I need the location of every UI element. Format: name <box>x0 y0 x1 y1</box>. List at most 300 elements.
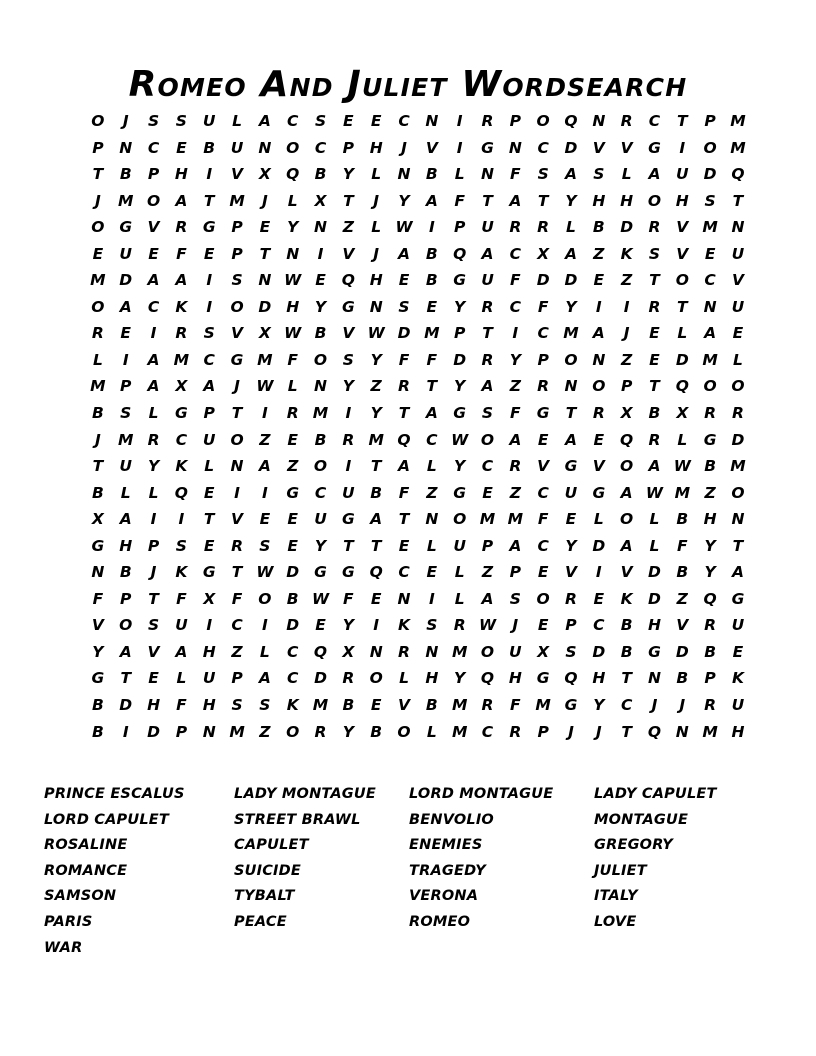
grid-cell[interactable]: I <box>679 138 686 157</box>
grid-cell[interactable]: B <box>648 404 661 423</box>
grid-cell[interactable]: U <box>202 430 216 449</box>
grid-cell[interactable]: R <box>453 616 466 635</box>
grid-cell[interactable]: N <box>119 138 133 157</box>
grid-cell[interactable]: P <box>537 722 549 741</box>
grid-cell[interactable]: G <box>202 563 216 582</box>
grid-cell[interactable]: M <box>535 696 551 715</box>
grid-cell[interactable]: K <box>398 616 411 635</box>
grid-cell[interactable]: J <box>373 191 380 210</box>
grid-cell[interactable]: B <box>342 696 355 715</box>
grid-cell[interactable]: O <box>703 138 717 157</box>
grid-cell[interactable]: I <box>261 404 268 423</box>
grid-cell[interactable]: V <box>147 642 160 661</box>
grid-cell[interactable]: A <box>509 430 522 449</box>
grid-cell[interactable]: P <box>92 138 104 157</box>
grid-cell[interactable]: I <box>595 563 602 582</box>
grid-cell[interactable]: E <box>482 483 493 502</box>
grid-cell[interactable]: N <box>703 297 717 316</box>
grid-cell[interactable]: Z <box>509 483 521 502</box>
grid-cell[interactable]: C <box>287 112 299 130</box>
grid-cell[interactable]: M <box>312 404 329 423</box>
grid-cell[interactable]: I <box>206 616 213 635</box>
grid-cell[interactable]: G <box>230 350 244 369</box>
grid-cell[interactable]: C <box>648 112 661 130</box>
grid-cell[interactable]: E <box>287 536 298 555</box>
grid-cell[interactable]: P <box>453 218 466 237</box>
grid-cell[interactable]: P <box>175 722 188 741</box>
grid-cell[interactable]: M <box>424 324 440 343</box>
grid-cell[interactable]: I <box>317 244 324 263</box>
grid-cell[interactable]: G <box>536 669 550 688</box>
grid-cell[interactable]: V <box>425 138 438 157</box>
grid-cell[interactable]: Q <box>620 430 634 449</box>
grid-cell[interactable]: C <box>231 616 243 635</box>
grid-cell[interactable]: F <box>176 244 187 263</box>
word-list-item[interactable]: LORD CAPULET <box>44 811 169 828</box>
grid-cell[interactable]: Z <box>509 377 521 396</box>
grid-cell[interactable]: I <box>122 722 129 741</box>
grid-cell[interactable]: U <box>202 112 216 130</box>
grid-cell[interactable]: C <box>593 616 605 635</box>
grid-cell[interactable]: H <box>592 191 606 210</box>
grid-cell[interactable]: L <box>426 722 437 741</box>
grid-cell[interactable]: B <box>620 642 633 661</box>
grid-cell[interactable]: T <box>92 457 104 476</box>
grid-cell[interactable]: L <box>232 112 242 130</box>
grid-cell[interactable]: W <box>673 457 691 476</box>
grid-cell[interactable]: M <box>702 218 718 237</box>
grid-cell[interactable]: P <box>509 563 521 582</box>
grid-cell[interactable]: L <box>454 563 465 582</box>
grid-cell[interactable]: M <box>118 191 134 210</box>
grid-cell[interactable]: C <box>314 483 327 502</box>
grid-cell[interactable]: A <box>175 191 188 210</box>
grid-cell[interactable]: T <box>398 510 410 529</box>
grid-cell[interactable]: L <box>148 404 159 423</box>
grid-cell[interactable]: I <box>122 350 129 369</box>
grid-cell[interactable]: T <box>398 404 410 423</box>
grid-cell[interactable]: L <box>148 483 159 502</box>
grid-cell[interactable]: E <box>593 430 605 449</box>
grid-cell[interactable]: J <box>95 430 101 449</box>
grid-cell[interactable]: D <box>119 271 133 290</box>
grid-cell[interactable]: N <box>258 271 272 290</box>
grid-cell[interactable]: T <box>343 536 354 555</box>
grid-cell[interactable]: S <box>175 536 187 555</box>
grid-cell[interactable]: O <box>620 457 634 476</box>
grid-cell[interactable]: R <box>175 324 188 343</box>
grid-cell[interactable]: F <box>510 271 521 290</box>
grid-cell[interactable]: C <box>147 297 160 316</box>
grid-cell[interactable]: M <box>507 510 524 529</box>
grid-cell[interactable]: F <box>343 589 354 608</box>
word-list-item[interactable]: LORD MONTAGUE <box>409 786 554 802</box>
grid-cell[interactable]: U <box>564 483 578 502</box>
grid-cell[interactable]: M <box>118 430 134 449</box>
grid-cell[interactable]: I <box>234 483 240 502</box>
grid-cell[interactable]: B <box>620 616 633 635</box>
grid-cell[interactable]: U <box>731 616 745 635</box>
grid-cell[interactable]: L <box>371 165 382 184</box>
grid-cell[interactable]: T <box>148 589 159 608</box>
grid-cell[interactable]: U <box>119 244 133 263</box>
grid-cell[interactable]: J <box>512 616 519 635</box>
grid-cell[interactable]: H <box>147 696 161 715</box>
grid-cell[interactable]: T <box>426 377 438 396</box>
grid-cell[interactable]: A <box>509 536 522 555</box>
grid-cell[interactable]: E <box>537 563 549 582</box>
grid-cell[interactable]: K <box>620 589 633 608</box>
grid-cell[interactable]: V <box>231 165 244 184</box>
grid-cell[interactable]: K <box>175 563 188 582</box>
grid-cell[interactable]: G <box>648 642 661 661</box>
grid-cell[interactable]: R <box>91 324 104 343</box>
word-list-item[interactable]: PEACE <box>234 913 287 930</box>
grid-cell[interactable]: Q <box>397 430 411 449</box>
grid-cell[interactable]: Y <box>314 297 327 316</box>
grid-cell[interactable]: Q <box>703 589 717 608</box>
grid-cell[interactable]: R <box>398 642 410 661</box>
grid-cell[interactable]: A <box>620 483 633 502</box>
grid-cell[interactable]: M <box>90 271 106 290</box>
grid-cell[interactable]: T <box>370 457 382 476</box>
grid-cell[interactable]: G <box>341 563 355 582</box>
grid-cell[interactable]: F <box>92 589 104 608</box>
grid-cell[interactable]: K <box>286 696 299 715</box>
grid-cell[interactable]: T <box>482 324 493 343</box>
grid-cell[interactable]: E <box>426 297 438 316</box>
grid-cell[interactable]: T <box>732 191 744 210</box>
grid-cell[interactable]: E <box>732 324 744 343</box>
grid-cell[interactable]: B <box>425 244 438 263</box>
grid-cell[interactable]: R <box>648 430 661 449</box>
grid-cell[interactable]: Q <box>369 563 383 582</box>
grid-cell[interactable]: D <box>536 271 550 290</box>
grid-cell[interactable]: M <box>451 696 468 715</box>
grid-cell[interactable]: M <box>702 722 718 741</box>
grid-cell[interactable]: E <box>370 112 382 130</box>
grid-cell[interactable]: B <box>676 510 689 529</box>
grid-cell[interactable]: A <box>704 324 717 343</box>
grid-cell[interactable]: T <box>203 191 215 210</box>
grid-cell[interactable]: N <box>258 138 272 157</box>
grid-cell[interactable]: N <box>675 722 689 741</box>
grid-cell[interactable]: D <box>592 642 606 661</box>
grid-cell[interactable]: B <box>425 696 438 715</box>
grid-cell[interactable]: O <box>703 377 717 396</box>
grid-cell[interactable]: D <box>620 218 634 237</box>
grid-cell[interactable]: W <box>645 483 664 502</box>
grid-cell[interactable]: E <box>120 324 132 343</box>
word-list-item[interactable]: ENEMIES <box>409 837 483 854</box>
grid-cell[interactable]: L <box>649 536 660 555</box>
grid-cell[interactable]: O <box>313 457 328 476</box>
grid-cell[interactable]: D <box>592 536 606 555</box>
grid-cell[interactable]: T <box>732 536 744 555</box>
grid-cell[interactable]: L <box>92 350 103 369</box>
grid-cell[interactable]: A <box>147 350 160 369</box>
grid-cell[interactable]: B <box>91 722 104 741</box>
grid-cell[interactable]: A <box>119 642 132 661</box>
grid-cell[interactable]: N <box>425 112 439 130</box>
grid-cell[interactable]: X <box>314 191 327 210</box>
grid-cell[interactable]: L <box>649 510 660 529</box>
grid-cell[interactable]: R <box>342 669 355 688</box>
grid-cell[interactable]: E <box>398 271 410 290</box>
grid-cell[interactable]: R <box>231 536 243 555</box>
grid-cell[interactable]: C <box>398 563 410 582</box>
grid-cell[interactable]: E <box>649 324 660 343</box>
grid-cell[interactable]: N <box>314 218 328 237</box>
grid-cell[interactable]: N <box>592 112 606 130</box>
grid-cell[interactable]: X <box>175 377 188 396</box>
grid-cell[interactable]: U <box>675 165 689 184</box>
grid-cell[interactable]: B <box>314 324 327 343</box>
grid-cell[interactable]: O <box>564 350 578 369</box>
grid-cell[interactable]: P <box>342 138 355 157</box>
grid-cell[interactable]: E <box>259 510 271 529</box>
grid-cell[interactable]: H <box>202 696 216 715</box>
grid-cell[interactable]: Z <box>231 642 243 661</box>
grid-cell[interactable]: T <box>649 271 660 290</box>
word-list-item[interactable]: ITALY <box>594 888 638 905</box>
grid-cell[interactable]: G <box>481 138 494 157</box>
grid-cell[interactable]: E <box>537 430 549 449</box>
grid-cell[interactable]: N <box>369 642 383 661</box>
grid-cell[interactable]: R <box>342 430 355 449</box>
grid-cell[interactable]: U <box>453 536 466 555</box>
grid-cell[interactable]: O <box>91 297 105 316</box>
grid-cell[interactable]: D <box>564 271 578 290</box>
grid-cell[interactable]: T <box>565 404 577 423</box>
grid-cell[interactable]: Z <box>593 244 605 263</box>
grid-cell[interactable]: V <box>676 218 689 237</box>
grid-cell[interactable]: O <box>286 722 300 741</box>
grid-cell[interactable]: G <box>119 218 133 237</box>
grid-cell[interactable]: W <box>478 616 497 635</box>
grid-cell[interactable]: R <box>537 377 550 396</box>
grid-cell[interactable]: P <box>704 669 716 688</box>
grid-cell[interactable]: P <box>509 112 521 130</box>
grid-cell[interactable]: F <box>676 536 688 555</box>
grid-cell[interactable]: T <box>120 669 132 688</box>
grid-cell[interactable]: Y <box>454 297 466 316</box>
grid-cell[interactable]: H <box>731 722 745 741</box>
grid-cell[interactable]: S <box>147 616 160 635</box>
grid-cell[interactable]: L <box>454 589 465 608</box>
grid-cell[interactable]: H <box>425 669 439 688</box>
grid-cell[interactable]: D <box>286 616 300 635</box>
grid-cell[interactable]: A <box>147 271 160 290</box>
grid-cell[interactable]: H <box>703 510 717 529</box>
grid-cell[interactable]: V <box>620 563 633 582</box>
grid-cell[interactable]: B <box>676 669 689 688</box>
grid-cell[interactable]: F <box>176 696 187 715</box>
grid-cell[interactable]: Y <box>565 297 577 316</box>
grid-cell[interactable]: B <box>286 589 299 608</box>
grid-cell[interactable]: B <box>425 271 438 290</box>
grid-cell[interactable]: F <box>426 350 438 369</box>
grid-cell[interactable]: X <box>620 404 633 423</box>
grid-cell[interactable]: T <box>677 112 688 130</box>
grid-cell[interactable]: D <box>119 696 133 715</box>
grid-cell[interactable]: A <box>175 642 188 661</box>
grid-cell[interactable]: M <box>312 696 329 715</box>
grid-cell[interactable]: Y <box>342 165 354 184</box>
grid-cell[interactable]: R <box>704 696 717 715</box>
grid-cell[interactable]: H <box>202 642 216 661</box>
grid-cell[interactable]: I <box>150 510 157 529</box>
grid-cell[interactable]: E <box>287 430 298 449</box>
grid-cell[interactable]: A <box>592 324 605 343</box>
grid-cell[interactable]: U <box>175 616 188 635</box>
grid-cell[interactable]: N <box>425 642 439 661</box>
word-list-item[interactable]: ROMANCE <box>44 862 128 879</box>
grid-cell[interactable]: A <box>564 430 577 449</box>
grid-cell[interactable]: R <box>175 218 188 237</box>
grid-cell[interactable]: I <box>261 616 268 635</box>
grid-cell[interactable]: W <box>311 589 330 608</box>
grid-cell[interactable]: A <box>175 271 188 290</box>
grid-cell[interactable]: P <box>565 616 577 635</box>
grid-cell[interactable]: O <box>230 430 244 449</box>
grid-cell[interactable]: O <box>536 589 550 608</box>
grid-cell[interactable]: H <box>119 536 133 555</box>
grid-cell[interactable]: S <box>398 297 410 316</box>
grid-cell[interactable]: N <box>91 563 105 582</box>
grid-cell[interactable]: U <box>509 642 522 661</box>
grid-cell[interactable]: I <box>456 138 463 157</box>
grid-cell[interactable]: P <box>231 218 243 237</box>
grid-cell[interactable]: B <box>370 722 383 741</box>
grid-cell[interactable]: M <box>674 483 690 502</box>
grid-cell[interactable]: H <box>369 138 383 157</box>
grid-cell[interactable]: G <box>91 536 105 555</box>
grid-cell[interactable]: D <box>286 563 300 582</box>
grid-cell[interactable]: C <box>537 138 549 157</box>
word-list-item[interactable]: SAMSON <box>44 888 117 905</box>
grid-cell[interactable]: C <box>509 297 522 316</box>
grid-cell[interactable]: I <box>428 218 435 237</box>
grid-cell[interactable]: T <box>677 297 688 316</box>
grid-cell[interactable]: D <box>675 350 689 369</box>
grid-cell[interactable]: N <box>731 510 745 529</box>
grid-cell[interactable]: E <box>537 616 549 635</box>
word-list-item[interactable]: GREGORY <box>594 837 673 854</box>
grid-cell[interactable]: P <box>481 536 494 555</box>
grid-cell[interactable]: M <box>451 642 468 661</box>
grid-cell[interactable]: Y <box>593 696 605 715</box>
grid-cell[interactable]: R <box>481 350 494 369</box>
grid-cell[interactable]: Z <box>342 218 354 237</box>
grid-cell[interactable]: B <box>91 483 104 502</box>
grid-cell[interactable]: R <box>565 589 577 608</box>
grid-cell[interactable]: X <box>537 642 550 661</box>
grid-cell[interactable]: J <box>595 722 602 741</box>
grid-cell[interactable]: H <box>286 297 300 316</box>
grid-cell[interactable]: A <box>648 165 661 184</box>
grid-cell[interactable]: J <box>401 138 407 157</box>
grid-cell[interactable]: E <box>176 138 187 157</box>
grid-cell[interactable]: B <box>676 563 689 582</box>
grid-cell[interactable]: A <box>564 165 577 184</box>
grid-cell[interactable]: J <box>623 324 630 343</box>
grid-cell[interactable]: F <box>537 297 549 316</box>
grid-cell[interactable]: P <box>620 377 633 396</box>
grid-cell[interactable]: D <box>731 430 745 449</box>
grid-cell[interactable]: Q <box>453 244 467 263</box>
grid-cell[interactable]: R <box>286 404 299 423</box>
grid-cell[interactable]: Z <box>621 271 633 290</box>
grid-cell[interactable]: N <box>397 589 411 608</box>
grid-cell[interactable]: S <box>342 350 354 369</box>
grid-cell[interactable]: E <box>315 271 326 290</box>
grid-cell[interactable]: Y <box>314 536 327 555</box>
word-list-item[interactable]: PARIS <box>44 913 93 930</box>
word-list-item[interactable]: JULIET <box>594 862 647 879</box>
grid-cell[interactable]: Y <box>370 404 382 423</box>
grid-cell[interactable]: K <box>175 457 188 476</box>
grid-cell[interactable]: S <box>648 244 661 263</box>
grid-cell[interactable]: D <box>703 165 717 184</box>
grid-cell[interactable]: D <box>648 589 661 608</box>
grid-cell[interactable]: S <box>203 324 215 343</box>
grid-cell[interactable]: L <box>287 377 298 396</box>
grid-cell[interactable]: Y <box>342 616 354 635</box>
grid-cell[interactable]: Z <box>259 722 271 741</box>
grid-cell[interactable]: O <box>536 112 550 130</box>
grid-cell[interactable]: Z <box>704 483 716 502</box>
word-list-item[interactable]: ROMEO <box>409 913 471 930</box>
grid-cell[interactable]: I <box>206 165 213 184</box>
grid-cell[interactable]: I <box>456 112 463 130</box>
grid-cell[interactable]: B <box>370 483 383 502</box>
grid-cell[interactable]: S <box>259 696 271 715</box>
grid-cell[interactable]: Y <box>704 536 716 555</box>
grid-cell[interactable]: V <box>91 616 104 635</box>
grid-cell[interactable]: Y <box>454 457 466 476</box>
grid-cell[interactable]: S <box>593 165 605 184</box>
word-list-item[interactable]: TRAGEDY <box>409 862 486 879</box>
grid-cell[interactable]: M <box>563 324 579 343</box>
grid-cell[interactable]: P <box>537 350 549 369</box>
grid-cell[interactable]: O <box>480 642 495 661</box>
grid-cell[interactable]: M <box>173 350 190 369</box>
grid-cell[interactable]: R <box>704 616 717 635</box>
grid-cell[interactable]: L <box>287 191 298 210</box>
grid-cell[interactable]: T <box>621 722 632 741</box>
grid-cell[interactable]: J <box>150 563 157 582</box>
grid-cell[interactable]: J <box>373 244 380 263</box>
grid-cell[interactable]: F <box>398 483 410 502</box>
grid-cell[interactable]: A <box>425 404 438 423</box>
grid-cell[interactable]: S <box>565 642 577 661</box>
grid-cell[interactable]: E <box>203 536 215 555</box>
grid-cell[interactable]: K <box>175 297 188 316</box>
grid-cell[interactable]: L <box>733 350 743 369</box>
grid-cell[interactable]: Z <box>481 563 494 582</box>
grid-cell[interactable]: J <box>651 696 658 715</box>
grid-cell[interactable]: G <box>341 510 355 529</box>
grid-cell[interactable]: U <box>481 271 494 290</box>
grid-cell[interactable]: F <box>537 510 549 529</box>
grid-cell[interactable]: C <box>481 722 494 741</box>
grid-cell[interactable]: U <box>314 510 327 529</box>
grid-cell[interactable]: S <box>426 616 438 635</box>
grid-cell[interactable]: Q <box>647 722 662 741</box>
grid-cell[interactable]: B <box>425 165 438 184</box>
grid-cell[interactable]: S <box>259 536 271 555</box>
